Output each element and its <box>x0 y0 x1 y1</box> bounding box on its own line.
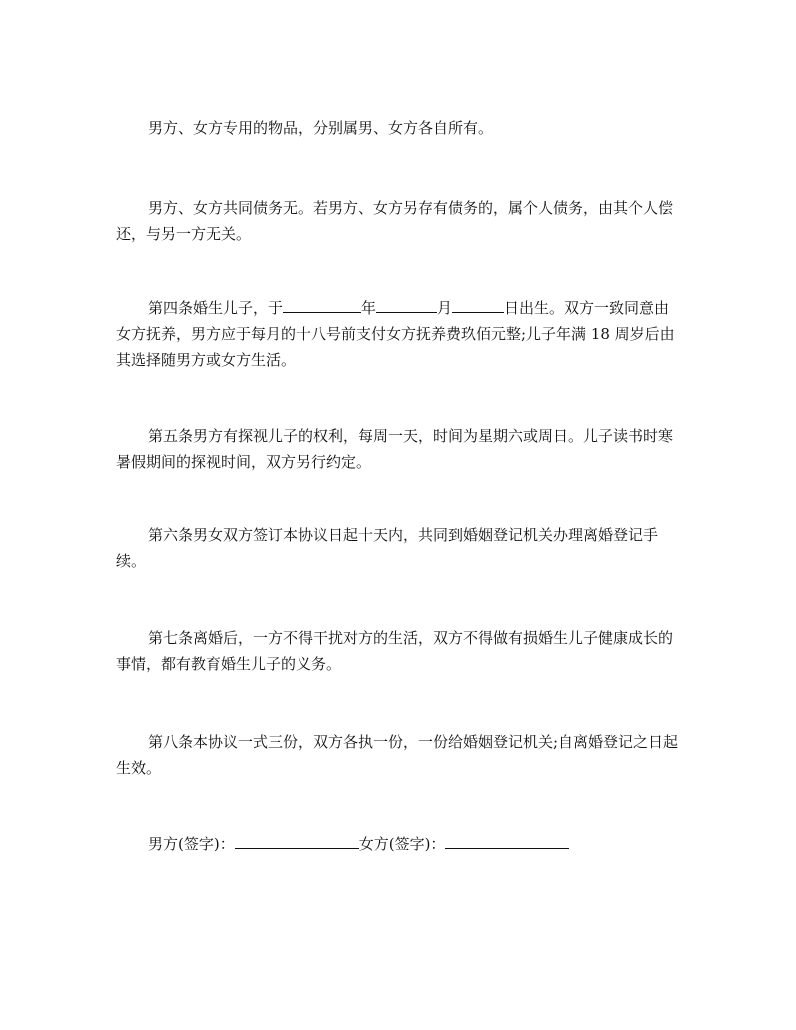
paragraph-article-4-custody <box>116 295 682 373</box>
male-signature-blank <box>235 831 359 849</box>
birth-month-blank <box>376 295 437 313</box>
paragraph-article-5-visitation: 第五条男方有探视儿子的权利，每周一天，时间为星期六或周日。儿子读书时寒暑假期间的探视时间，双方另行约定。 <box>116 427 674 471</box>
paragraph-article-7-conduct: 第七条离婚后，一方不得干扰对方的生活，双方不得做有损婚生儿子健康成长的事情，都有教育婚生儿子的义务。 <box>116 629 674 673</box>
article-4-intro: 第四条婚生儿子，于 <box>148 299 284 317</box>
female-signature-label: 女方(签字)： <box>358 835 446 853</box>
paragraph-article-8-copies: 第八条本协议一式三份，双方各执一份，一份给婚姻登记机关;自离婚登记之日起生效。 <box>116 733 679 777</box>
birth-year-blank <box>283 295 361 313</box>
signature-line <box>148 831 569 857</box>
paragraph-joint-debts: 男方、女方共同债务无。若男方、女方另存有债务的，属个人债务，由其个人偿还，与另一方无关。 <box>116 199 674 243</box>
year-label: 年 <box>361 299 377 317</box>
female-signature-blank <box>445 831 569 849</box>
male-signature-label: 男方(签字)： <box>148 835 235 853</box>
paragraph-personal-items: 男方、女方专用的物品，分别属男、女方各自所有。 <box>148 119 494 137</box>
month-label: 月 <box>437 299 453 317</box>
birth-day-blank <box>452 295 504 313</box>
article-4-body: 日出生。双方一致同意由女方抚养，男方应于每月的十八号前支付女方抚养费玖佰元整;儿子年满 18 周岁后由其选择随男方或女方生活。 <box>116 299 675 369</box>
paragraph-article-6-registration: 第六条男女双方签订本协议日起十天内，共同到婚姻登记机关办理离婚登记手续。 <box>116 526 659 570</box>
